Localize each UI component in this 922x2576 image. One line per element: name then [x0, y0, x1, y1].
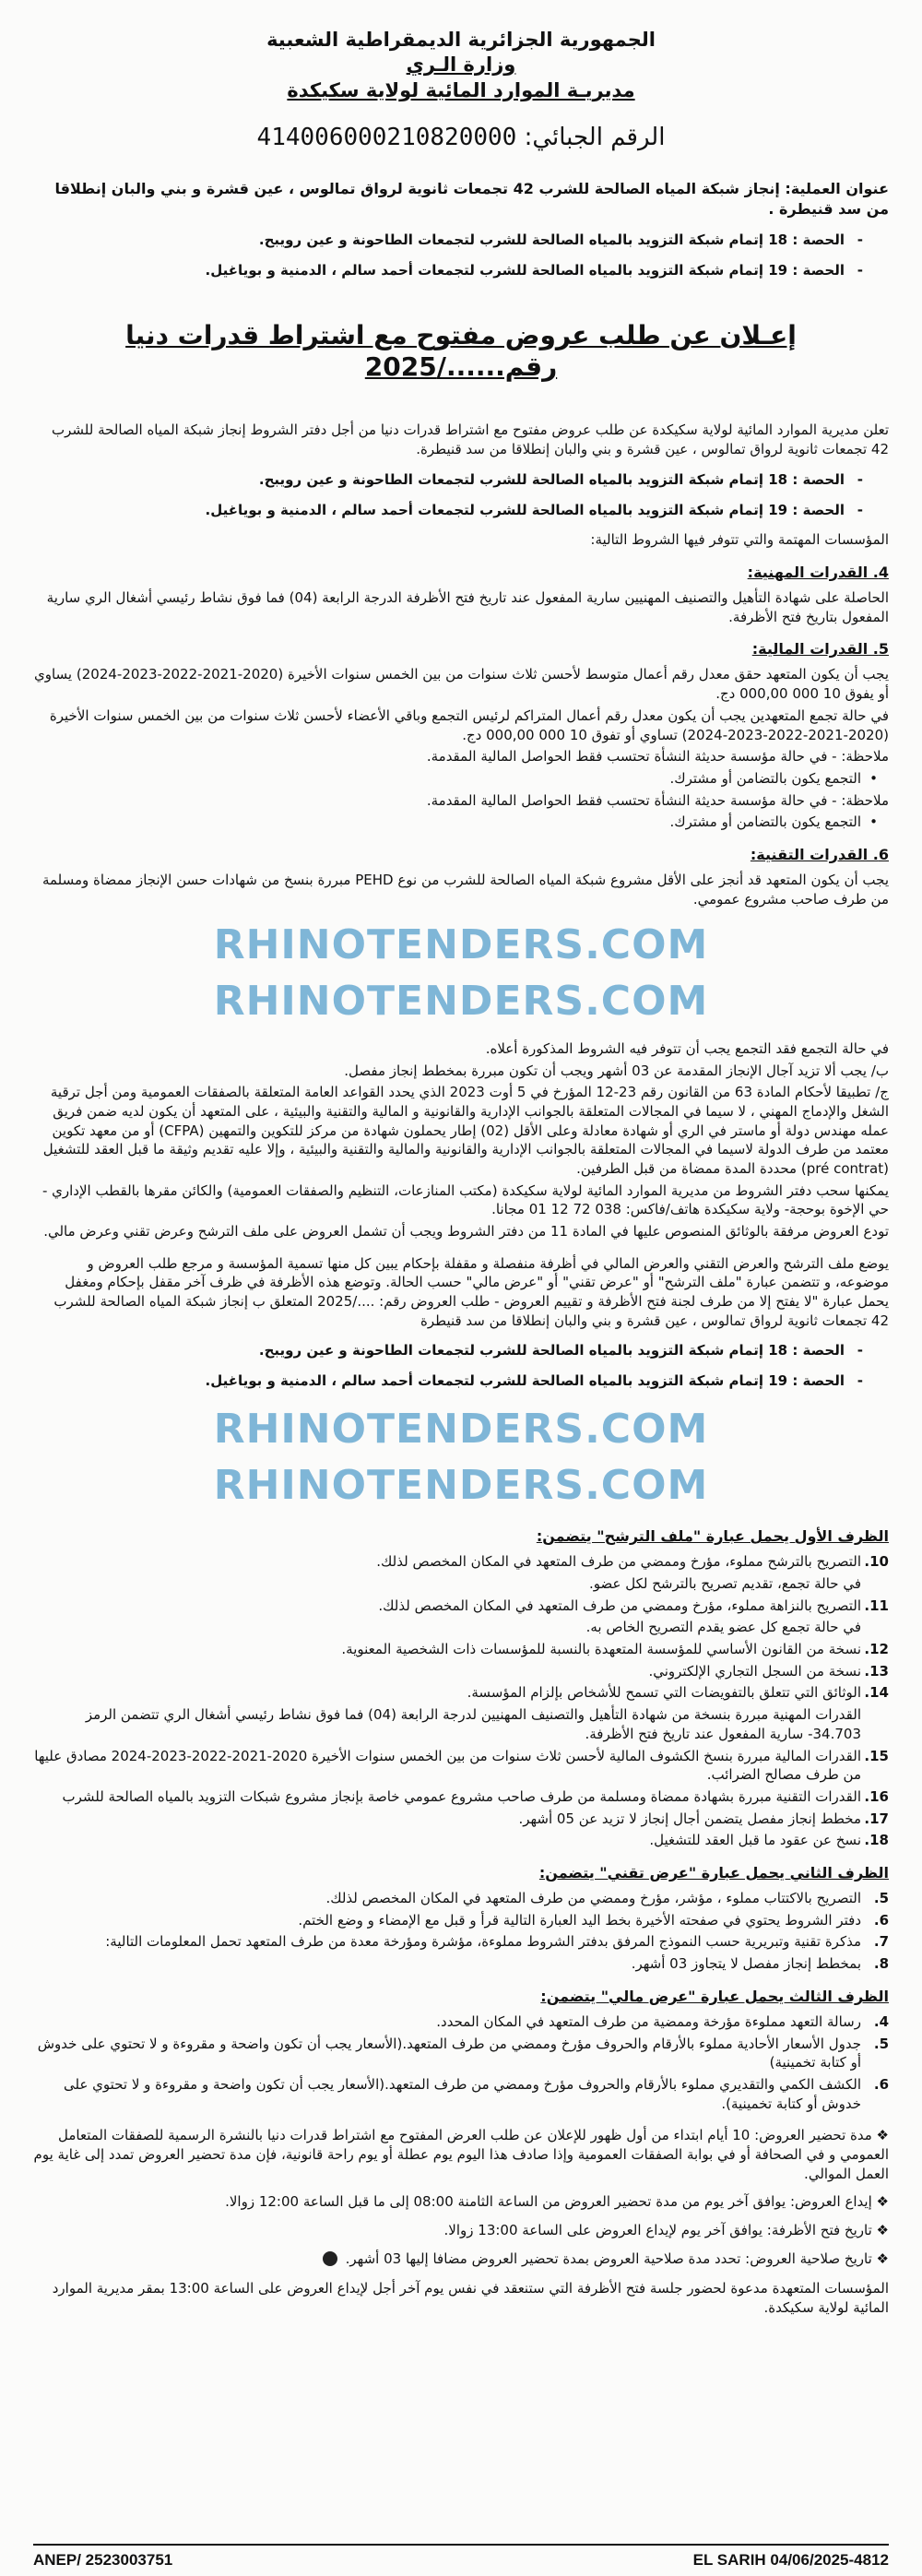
lot-item: - الحصة : 19 إتمام شبكة التزويد بالمياه الصالحة للشرب لتجمعات أحمد سالم ، الدمنية و بوياغيل. [33, 501, 845, 520]
opening-date: ❖ تاريخ فتح الأظرفة: يوافق آخر يوم لإيداع العروض على الساعة 13:00 زوالا. [443, 2222, 889, 2239]
item-number: 10. [864, 1553, 889, 1571]
item-number: 4. [873, 2012, 889, 2030]
header-directorate: مديريـة الموارد المائية لولاية سكيكدة [287, 78, 635, 101]
item-text: جدول الأسعار الأحادية مملوء بالأرقام والحروف مؤرخ وممضي من طرف المتعهد.(الأسعار يجب أن تكون واضحة و مقروءة و لا تحتوي على خدوش أو كتابة تخمينية) [37, 2035, 861, 2071]
item-text: دفتر الشروط يحتوي في صفحته الأخيرة بخط اليد العبارة التالية قرأ و قبل مع الإمضاء و وضع الختم. [298, 1911, 861, 1929]
section-financial [33, 639, 889, 832]
section-text: يجب أن يكون المتعهد قد أنجز على الأقل مشروع شبكة المياه الصالحة للشرب من نوع PEHD مبررة بنسخ من شهادات حسن الإنجاز ممضاة ومسلمة من طرف صاحب مشروع عمومي. [41, 872, 889, 908]
section-text: ب/ يجب ألا تزيد آجال الإنجاز المقدمة عن 03 أشهر ويجب أن تكون مبررة بمخطط إنجاز مفصل. [344, 1062, 889, 1079]
bullet: • التجمع يكون بالتضامن أو مشترك. [33, 769, 861, 789]
section-envelope [33, 1254, 889, 1391]
document-item [33, 1640, 889, 1659]
section-text: يجب أن يكون المتعهد حقق معدل رقم أعمال متوسط لأحسن ثلاث سنوات من بين الخمس سنوات الأخيرة (2020-2021-2022-2023-2024) يساوي أو يفوق 10 000 000,00 دج. [34, 666, 889, 703]
item-number: 12. [864, 1641, 889, 1658]
item-number: 5. [873, 1890, 889, 1907]
section-title: 6. القدرات التقنية: [750, 845, 889, 863]
item-text: التصريح بالاكتتاب مملوء ، مؤشر، مؤرخ وممضي من طرف المتعهد في المكان المخصص لذلك. [325, 1890, 861, 1907]
envelope-financial [33, 1987, 889, 2114]
note: ملاحظة: - في حالة مؤسسة حديثة النشأة تحتسب فقط الحواصل المالية المقدمة. [426, 791, 889, 809]
intro-text: تعلن مديرية الموارد المائية لولاية سكيكدة عن طلب عروض مفتوح مع اشتراط قدرات دنيا من أجل دفتر الشروط إنجاز شبكة المياه الصالحة للشرب 42 تجمعات ثانوية لرواق تمالوس ، عين قشرة و بني والبان إنطلاقا من سد قنيطرة. [51, 421, 889, 458]
announcement-title: إعـلان عن طلب عروض مفتوح مع اشتراط قدرات دنيا رقم....../2025 [125, 320, 797, 382]
item-number: 7. [873, 1933, 889, 1951]
validity-date: ❖ تاريخ صلاحية العروض: تحدد مدة صلاحية العروض بمدة تحضير العروض مضافا إليها 03 أشهر. [33, 2250, 889, 2269]
section-title: الظرف الثالث يحمل عبارة "عرض مالي" يتضمن: [540, 1987, 889, 2005]
envelope-lots [33, 1341, 845, 1390]
item-number: 18. [864, 1832, 889, 1849]
document-item [33, 1683, 889, 1703]
page-footer [33, 2544, 889, 2570]
document-list [33, 2012, 889, 2113]
footer-newspaper: EL SARIH 04/06/2025-4812 [692, 2550, 889, 2569]
closing-text: المؤسسات المتعهدة مدعوة لحضور جلسة فتح الأظرفة التي ستنعقد في نفس يوم آخر أجل لإيداع العروض على الساعة 13:00 بمقر مديرية الموارد المائية لولاية سكيكدة. [52, 2280, 889, 2317]
section-text: يمكنها سحب دفتر الشروط من مديرية الموارد المائية لولاية سكيكدة (مكتب المنازعات، التنظيم والصفقات العمومية) والكائن مقرها بالقطب الإداري - حي الإخوة بوحجة- ولاية سكيكدة هاتف/فاكس: 038 72 12 01 مجانا. [41, 1181, 889, 1218]
section-title: الظرف الأول يحمل عبارة "ملف الترشح" يتضمن: [536, 1527, 889, 1546]
section-text: الحاصلة على شهادة التأهيل والتصنيف المهنيين سارية المفعول عند تاريخ فتح الأظرفة الدرجة الرابعة (04) فما فوق نشاط رئيسي أشغال الري سارية المفعول بتاريخ فتح الأظرفة. [46, 589, 889, 625]
item-text: مخطط إنجاز مفصل يتضمن أجال إنجاز لا تزيد عن 05 أشهر. [518, 1810, 861, 1827]
item-text: رسالة التعهد مملوءة مؤرخة وممضية من طرف المتعهد في المكان المحدد. [436, 2012, 861, 2030]
section-text: في حالة التجمع فقد التجمع يجب أن تتوفر فيه الشروط المذكورة أعلاه. [485, 1039, 889, 1057]
item-number: 14. [864, 1684, 889, 1702]
item-text: التصريح بالنزاهة مملوء، مؤرخ وممضي من طرف المتعهد في المكان المخصص لذلك. [378, 1597, 861, 1614]
section-title: الظرف الثاني يحمل عبارة "عرض تقني" يتضمن: [538, 1863, 889, 1882]
section-text: تودع العروض مرفقة بالوثائق المنصوص عليها في المادة 11 من دفتر الشروط ويجب أن تشمل العروض على ملف الترشح وعرض تقني وعرض مالي. [43, 1223, 889, 1241]
document-item [33, 1787, 889, 1807]
envelope-technical [33, 1863, 889, 1974]
item-number: 13. [864, 1662, 889, 1680]
item-text: في حالة تجمع كل عضو يقدم التصريح الخاص به. [585, 1619, 861, 1636]
document-item [33, 1831, 889, 1850]
item-text: نسخة من القانون الأساسي للمؤسسة المتعهدة بالنسبة للمؤسسات ذات الشخصية المعنوية. [341, 1641, 861, 1658]
document-list [33, 1552, 889, 1850]
item-text: مذكرة تقنية وتبريرية حسب النموذج المرفق بدفتر الشروط مملوءة، مؤشرة ومؤرخة معدة من طرف المتعهد تحمل المعلومات التالية: [105, 1933, 861, 1951]
watermark: RHINOTENDERS.COM RHINOTENDERS.COM [213, 1405, 709, 1509]
item-number: 8. [873, 1955, 889, 1973]
section-text: في حالة تجمع المتعهدين يجب أن يكون معدل رقم أعمال المتراكم لرئيس التجمع وباقي الأعضاء لأحسن ثلاث سنوات من بين الخمس سنوات الأخيرة (2020-2021-2022-2023-2024) تساوي أو تفوق 10 000 000,00 دج. [49, 706, 889, 743]
tax-id-label: الرقم الجبائي: [524, 123, 666, 151]
section-professional [33, 563, 889, 626]
tax-id-value: 414006000210820000 [256, 123, 517, 151]
footer-anep: ANEP/ 2523003751 [33, 2550, 173, 2569]
document-item [33, 1747, 889, 1785]
intro-lots [33, 470, 845, 519]
envelope-text: يوضع ملف الترشح والعرض التقني والعرض المالي في أظرفة منفصلة و مقفلة بإحكام يبين كل منها تسمية المؤسسة و مرجع طلب العروض و موضوعه، و تتضمن عبارة "ملف الترشح" أو "عرض تقني" أو "عرض مالي" حسب الحالة. وتوضع هذه الأظرفة في ظرف آخر مقفل بإحكام ومغفل يحمل عبارة "لا يفتح إلا من طرف لجنة فتح الأظرفة و تقييم العروض - طلب العروض رقم: ..../2025 المتعلق ب إنجاز شبكة المياه الصالحة للشرب 42 تجمعات ثانوية لرواق تمالوس ، عين قشرة و بني والبان إنطلاقا من سد قنيطرة [53, 1254, 889, 1329]
deposit-time: ❖ إيداع العروض: يوافق آخر يوم من مدة تحضير العروض من الساعة الثامنة 08:00 إلى ما قبل الساعة 12:00 زوالا. [225, 2193, 889, 2211]
item-text: في حالة تجمع، تقديم تصريح بالترشح لكل عضو. [588, 1575, 861, 1593]
item-number: 6. [873, 2075, 889, 2093]
stamp-icon [323, 2251, 337, 2266]
document-item [33, 1552, 889, 1572]
document-item [33, 1954, 889, 1974]
lot-item: - الحصة : 19 إتمام شبكة التزويد بالمياه الصالحة للشرب لتجمعات أحمد سالم ، الدمنية و بوياغيل. [33, 261, 845, 280]
document-item [33, 1574, 861, 1594]
document-item [33, 1618, 861, 1637]
document-item [33, 1889, 889, 1908]
lot-item: - الحصة : 18 إتمام شبكة التزويد بالمياه الصالحة للشرب لتجمعات الطاحونة و عين رويبح. [33, 231, 845, 250]
item-number: 16. [864, 1787, 889, 1805]
document-item [33, 2012, 889, 2032]
watermark: RHINOTENDERS.COM RHINOTENDERS.COM [213, 921, 709, 1026]
intro-closing: المؤسسات المهتمة والتي تتوفر فيها الشروط التالية: [590, 531, 889, 549]
item-text: نسخة من السجل التجاري الإلكتروني. [648, 1662, 861, 1680]
item-text: القدرات التقنية مبررة بشهادة ممضاة ومسلمة من طرف صاحب مشروع عمومي خاصة بإنجاز مشروع شبكات التزويد بالمياه الصالحة للشرب [62, 1787, 861, 1805]
document-item [33, 1597, 889, 1616]
section-text: ج/ تطبيقا لأحكام المادة 63 من القانون رقم 23-12 المؤرخ في 5 أوت 2023 الذي يحدد القواعد العامة المتعلقة بالصفقات العمومية ومن أجل ترقية الشغل والإدماج المهني ، لا سيما في المجالات المتعلقة بالجوانب الإدارية والقانونية و المالية والتقنية والبيئية ، على المتعهد أن يكون لديه ضمن فريق عمله مهندس دولة أو ماستر في الري أو شهادة معادلة وعلى الأقل (02) إطار يحملون شهادة من مركز للتكوين والتمهين (CFPA) أو من معهد تكوين معتمد من طرف الدولة لاسيما في المجالات المتعلقة بالجوانب الإدارية والقانونية والمالية والتقنية والبيئية ، وإلا عليه تقديم وثيقة ما قبل العقد للتشغيل (pré contrat) محددة المدة ممضاة من قبل الطرفين. [42, 1084, 889, 1177]
operation-lots [33, 231, 845, 279]
tax-id [33, 122, 889, 155]
item-text: القدرات المهنية مبررة بنسخة من شهادة التأهيل والتصنيف المهنيين لدرجة الرابعة (04) فما فوق نشاط رئيسي أشغال الري تتضمن الرمز 34.703- سارية المفعول عند تاريخ فتح الأظرفة. [85, 1706, 861, 1742]
item-number: 6. [873, 1911, 889, 1929]
lot-item: - الحصة : 19 إتمام شبكة التزويد بالمياه الصالحة للشرب لتجمعات أحمد سالم ، الدمنية و بوياغيل. [33, 1371, 845, 1391]
document-list [33, 1889, 889, 1974]
item-text: الوثائق التي تتعلق بالتفويضات التي تسمح للأشخاص بإلزام المؤسسة. [467, 1684, 861, 1702]
item-text: بمخطط إنجاز مفصل لا يتجاوز 03 أشهر. [631, 1955, 861, 1973]
document-item [33, 1810, 889, 1829]
document-item [33, 1932, 889, 1952]
bullet: • التجمع يكون بالتضامن أو مشترك. [33, 813, 861, 832]
item-number: 15. [864, 1747, 889, 1764]
envelope-candidacy [33, 1526, 889, 1850]
header-ministry: وزارة الـري [406, 53, 516, 77]
section-technical [33, 845, 889, 1241]
item-text: التصريح بالترشح مملوء، مؤرخ وممضي من طرف المتعهد في المكان المخصص لذلك. [376, 1553, 861, 1571]
section-title: 5. القدرات المالية: [751, 640, 889, 659]
lot-item: - الحصة : 18 إتمام شبكة التزويد بالمياه الصالحة للشرب لتجمعات الطاحونة و عين رويبح. [33, 1341, 845, 1360]
timing-section [33, 2126, 889, 2268]
operation-title: عنوان العملية: إنجاز شبكة المياه الصالحة للشرب 42 تجمعات ثانوية لرواق تمالوس ، عين قشرة و بني والبان إنطلاقا من سد قنيطرة . [54, 179, 889, 218]
note: ملاحظة: - في حالة مؤسسة حديثة النشأة تحتسب فقط الحواصل المالية المقدمة. [426, 748, 889, 766]
item-text: الكشف الكمي والتقديري مملوء بالأرقام والحروف مؤرخ وممضي من طرف المتعهد.(الأسعار يجب أن تكون واضحة و مقروءة و لا تحتوي على خدوش أو كتابة تخمينية). [64, 2075, 861, 2112]
document-item [33, 2075, 889, 2113]
item-text: القدرات المالية مبررة بنسخ الكشوف المالية لأحسن ثلاث سنوات من بين الخمس سنوات الأخيرة 2020-2021-2022-2023-2024 مصادق عليها من طرف مصالح الضرائب. [34, 1747, 861, 1784]
document-item [33, 1705, 861, 1743]
lot-item: - الحصة : 18 إتمام شبكة التزويد بالمياه الصالحة للشرب لتجمعات الطاحونة و عين رويبح. [33, 470, 845, 490]
prep-duration: ❖ مدة تحضير العروض: 10 أيام ابتداء من أول ظهور للإعلان عن طلب العرض المفتوح مع اشتراط قدرات دنيا بالنشرة الرسمية للصفقات المتعامل العمومي و في الصحافة أو في بوابة الصفقات العمومية وإذا صادف هذا اليوم يوم عطلة أو يوم راحة قانونية، فإن مدة تحضير العروض تمدد إلى غاية يوم العمل الموالي. [33, 2127, 889, 2182]
document-item [33, 2035, 889, 2072]
item-number: 17. [864, 1810, 889, 1827]
document-item [33, 1911, 889, 1930]
document-item [33, 1662, 889, 1681]
item-number: 11. [864, 1597, 889, 1614]
section-title: 4. القدرات المهنية: [747, 563, 889, 581]
item-text: نسخ عن عقود ما قبل العقد للتشغيل. [649, 1832, 861, 1849]
item-number: 5. [873, 2035, 889, 2052]
document-header [33, 28, 889, 103]
header-republic: الجمهورية الجزائرية الديمقراطية الشعبية [266, 29, 656, 51]
